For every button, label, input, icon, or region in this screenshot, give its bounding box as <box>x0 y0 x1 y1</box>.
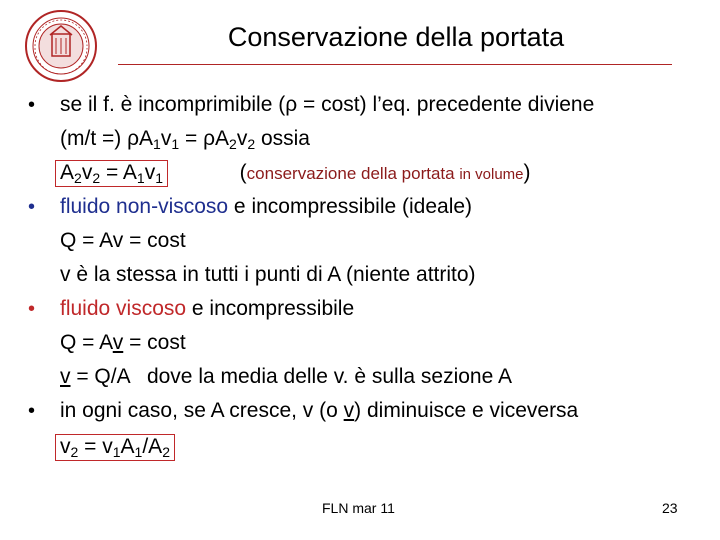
bullet-3-text: fluido viscoso e incompressibile <box>60 297 355 320</box>
bullet-marker: • <box>28 94 36 116</box>
bullet-4-line-2 <box>60 434 175 460</box>
title-divider <box>118 64 672 65</box>
note-paren-open: ( <box>239 161 247 184</box>
bullet-marker: • <box>28 196 36 218</box>
bullet-1-line-2: (m/t =) $\rho A_1v_1 = \rho A_2v_2$ ossia <box>60 127 310 152</box>
conservation-note-small: in volume <box>459 166 524 183</box>
bullet-1-text: se il f. è incomprimibile (ρ = cost) l’eq. precedente diviene <box>60 93 595 116</box>
bullet-4-text: in ogni caso, se A cresce, v (o v) diminuisce e viceversa <box>60 399 579 422</box>
bullet-marker: • <box>28 298 36 320</box>
university-logo-icon <box>23 8 99 84</box>
bullet-3-line-2: Q = Av = cost <box>60 331 186 354</box>
bullet-marker: • <box>28 400 36 422</box>
continuity-equation: $A_2v_2 = A_1v_1$ <box>55 160 168 187</box>
conservation-note: conservazione della portata <box>246 164 460 183</box>
slide-title: Conservazione della portata <box>227 22 565 52</box>
ideal-fluid-label: fluido non-viscoso <box>60 195 229 218</box>
bullet-2-line-2: Q = Av = cost <box>60 229 186 252</box>
footer-label: FLN mar 11 <box>322 500 395 516</box>
bullet-3-line-3: v = Q/A dove la media delle v. è sulla sezione A <box>60 365 512 388</box>
bullet-1-line-3 <box>60 160 531 188</box>
velocity-ratio-formula: $v_2 = v_1A_1/A_2$ <box>55 434 175 461</box>
bullet-2-text: fluido non-viscoso e incompressibile (ideale) <box>60 195 473 218</box>
page-number: 23 <box>662 500 678 516</box>
bullet-2-line-3: v è la stessa in tutti i punti di A (niente attrito) <box>60 263 476 286</box>
viscous-fluid-label: fluido viscoso <box>60 297 187 320</box>
note-paren-close: ) <box>523 161 531 184</box>
